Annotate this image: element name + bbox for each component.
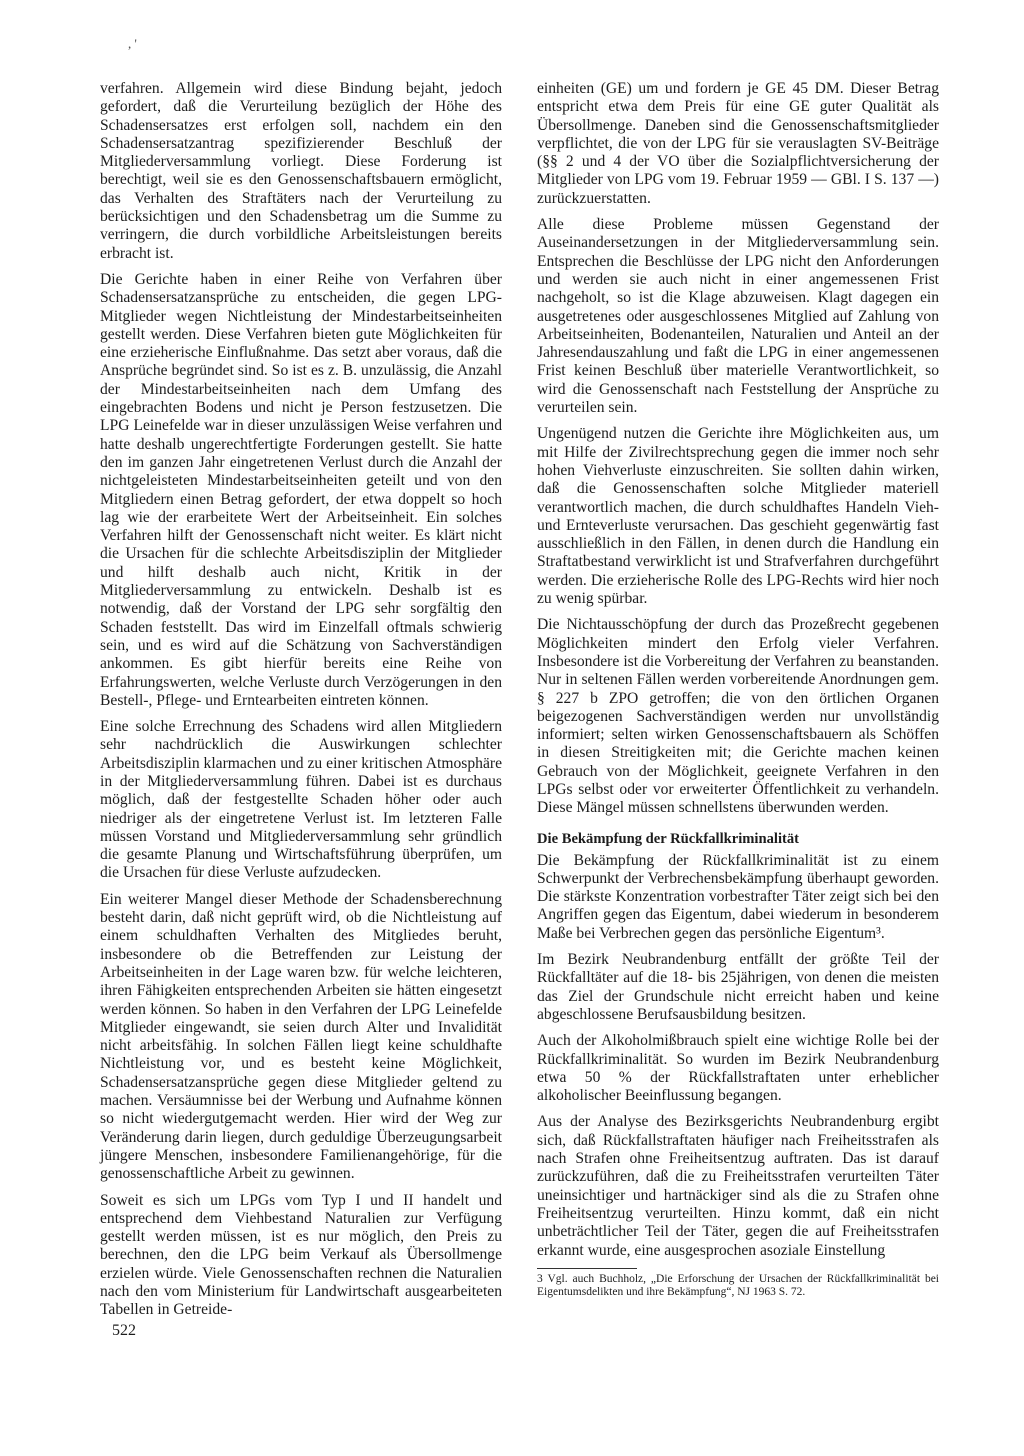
page-corner-mark: , ' bbox=[128, 36, 137, 51]
body-paragraph: Ungenügend nutzen die Gerichte ihre Möglichkeiten aus, um mit Hilfe der Zivilrechtsprechung gegen die immer noch sehr hohen Viehverluste einzuschreiten. Sie sollten dahin wirken, daß die Genossenschaften solche Mitglieder materiell verantwortlich machen, die durch schuldhaftes Handeln Vieh- und Ernteverluste verursachen. Das geschieht gegenwärtig fast ausschließlich in den Fällen, in denen durch die Handlung ein Straftatbestand verwirklicht ist und Strafverfahren durchgeführt werden. Die erzieherische Rolle des LPG-Rechts wird hier noch zu wenig spürbar. bbox=[537, 425, 939, 608]
body-paragraph: Ein weiterer Mangel dieser Methode der Schadensberechnung besteht darin, daß nicht geprüft wird, ob die Nichtleistung auf einem schuldhaften Verhalten des Mitgliedes beruht, insbesondere ob die Betreffenden zur Leistung der Arbeitseinheiten in der Lage waren bzw. für welche leichteren, ihren Fähigkeiten entsprechenden Arbeiten sie hätten eingesetzt werden können. So haben in den Verfahren der LPG Leinefelde Mitglieder eingewandt, sie seien durch Alter und Invalidität nicht arbeitsfähig. In solchen Fällen liegt keine schuldhafte Nichtleistung vor, und es besteht keine Möglichkeit, Schadensersatzansprüche gegen diese Mitglieder geltend zu machen. Versäumnisse bei der Werbung und Aufnahme können so nicht wiedergutgemacht werden. Hier wird der Weg zur Veränderung darin liegen, durch geduldige Überzeugungsarbeit jüngere Menschen, insbesondere Familienangehörige, für die genossenschaftliche Arbeit zu gewinnen. bbox=[100, 890, 502, 1183]
body-paragraph: einheiten (GE) um und fordern je GE 45 DM. Dieser Betrag entspricht etwa dem Preis für eine GE guter Qualität als Übersollmenge. Daneben sind die Genossenschaftsmitglieder verpflichtet, die von der LPG für sie verauslagten SV-Beiträge (§§ 2 und 4 der VO über die Sozialpflichtversicherung der Mitglieder von LPG vom 19. Februar 1959 — GBl. I S. 137 —) zurückzuerstatten. bbox=[537, 80, 939, 207]
footnote: 3 Vgl. auch Buchholz, „Die Erforschung der Ursachen der Rückfallkriminalität bei Eigentumsdelikten und ihre Bekämpfung“, NJ 1963 S. 72. bbox=[537, 1272, 939, 1299]
body-paragraph: verfahren. Allgemein wird diese Bindung bejaht, jedoch gefordert, daß die Verurteilung bezüglich der Höhe des Schadensersatzes erst erfolgen soll, nachdem ein den Schadensersatzantrag spezifizierender Beschluß der Mitgliederversammlung vorliegt. Diese Forderung ist berechtigt, weil sie es den Genossenschaftsbauern ermöglicht, das Verhalten des Straftäters nach der Verurteilung zu berücksichtigen und den Schadensbetrag um die Summe zu verringern, die durch vorbildliche Arbeitsleistungen bereits erbracht ist. bbox=[100, 80, 502, 262]
right-column bbox=[537, 80, 939, 1300]
body-paragraph: Im Bezirk Neubrandenburg entfällt der größte Teil der Rückfalltäter auf die 18- bis 25jährigen, von denen die meisten das Ziel der Grundschule nicht erreicht haben und keine abgeschlossene Berufsausbildung besitzen. bbox=[537, 951, 939, 1023]
body-paragraph: Die Gerichte haben in einer Reihe von Verfahren über Schadensersatzansprüche zu entscheiden, die gegen LPG-Mitglieder wegen Nichtleistung der Mindestarbeitseinheiten gestellt werden. Diese Verfahren bieten gute Möglichkeiten für eine erzieherische Einflußnahme. Das setzt aber voraus, daß die Ansprüche begründet sind. So ist es z. B. unzulässig, die Anzahl der Mindestarbeitseinheiten nach dem Umfang des eingebrachten Bodens und nicht je Person festzusetzen. Die LPG Leinefelde war in dieser unzulässigen Weise verfahren und hatte deshalb ungerechtfertigte Forderungen gestellt. Sie hatte den im ganzen Jahr eingetretenen Verlust durch die Anzahl der nichtgeleisteten Mindestarbeitseinheiten geteilt und von den Mitgliedern einen Betrag gefordert, der etwa doppelt so hoch lag wie der erarbeitete Wert der Arbeitseinheit. Ein solches Verfahren hilft der Genossenschaft nicht weiter. Es klärt nicht die Ursachen für die schlechte Arbeitsdisziplin der Mitglieder und hilft deshalb auch nicht, Kritik in der Mitgliederversammlung zu entwickeln. Deshalb ist es notwendig, daß der Vorstand der LPG sehr sorgfältig den Schaden feststellt. Das wird im Einzelfall oftmals schwierig sein, und es wird auf die Schätzung von Sachverständigen ankommen. Es gibt hierfür bereits eine Reihe von Erfahrungswerten, welche Verluste durch Verzögerungen in den Bestell-, Pflege- und Erntearbeiten eintreten können. bbox=[100, 270, 502, 709]
page-number: 522 bbox=[112, 1322, 136, 1339]
body-paragraph: Die Nichtausschöpfung der durch das Prozeßrecht gegebenen Möglichkeiten mindert den Erfolg vieler Verfahren. Insbesondere ist die Vorbereitung der Verfahren zu beanstanden. Nur in seltenen Fällen werden vorbereitende Anordnungen gem. § 227 b ZPO getroffen; die von den örtlichen Organen beigezogenen Sachverständigen werden nur unvollständig informiert; selten wirken Genossenschaftsbauern als Schöffen in diesen Streitigkeiten mit; die Gerichte machen keinen Gebrauch von der Möglichkeit, geeignete Verfahren in den LPGs selbst oder vor erweiterter Öffentlichkeit zu verhandeln. Diese Mängel müssen schnellstens überwunden werden. bbox=[537, 616, 939, 817]
left-column bbox=[100, 80, 502, 1328]
body-paragraph: Aus der Analyse des Bezirksgerichts Neubrandenburg ergibt sich, daß Rückfallstraftaten häufiger nach Freiheitsstrafen als nach Strafen ohne Freiheitsentzug auftraten. Das ist darauf zurückzuführen, daß die zu Freiheitsstrafen verurteilten Täter uneinsichtiger und hartnäckiger sind als die zu Strafen ohne Freiheitsentzug verurteilten. Hinzu kommt, daß ein nicht unbeträchtlicher Teil der Täter, gegen die auf Freiheitsstrafen erkannt wurde, eine ausgesprochen asoziale Einstellung bbox=[537, 1113, 939, 1259]
body-paragraph: Alle diese Probleme müssen Gegenstand der Auseinandersetzungen in der Mitgliederversammlung sein. Entsprechen die Beschlüsse der LPG nicht den Anforderungen und werden sie auch nicht in einer angemessenen Frist nachgeholt, so ist die Klage abzuweisen. Klagt dagegen ein ausgetretenes oder ausgeschlossenes Mitglied auf Zahlung von Arbeitseinheiten, Bodenanteilen, Naturalien und Anteil an der Jahresendauszahlung und faßt die LPG in einer angemessenen Frist keinen Beschluß über materielle Verantwortlichkeit, so wird die Genossenschaft nach Feststellung der Ansprüche zu verurteilen sein. bbox=[537, 216, 939, 417]
body-paragraph: Auch der Alkoholmißbrauch spielt eine wichtige Rolle bei der Rückfallkriminalität. So wurden im Bezirk Neubrandenburg etwa 50 % der Rückfallstraftaten unter erheblicher alkoholischer Beeinflussung begangen. bbox=[537, 1032, 939, 1105]
body-paragraph: Die Bekämpfung der Rückfallkriminalität ist zu einem Schwerpunkt der Verbrechensbekämpfung überhaupt geworden. Die stärkste Konzentration vorbestrafter Täter zeigt sich bei den Angriffen gegen das Eigentum, dabei wiederum in besonderem Maße bei Verbrechen gegen das persönliche Eigentum³. bbox=[537, 851, 939, 942]
body-paragraph: Soweit es sich um LPGs vom Typ I und II handelt und entsprechend dem Viehbestand Naturalien zur Verfügung gestellt werden müssen, ist es nur möglich, den Preis zu berechnen, den die LPG beim Verkauf als Übersollmenge erzielen würde. Viele Genossenschaften rechnen die Naturalien nach den vom Ministerium für Landwirtschaft ausgearbeiteten Tabellen in Getreide- bbox=[100, 1191, 502, 1319]
footnote-divider bbox=[537, 1268, 637, 1269]
section-heading: Die Bekämpfung der Rückfallkriminalität bbox=[537, 830, 800, 847]
body-paragraph: Eine solche Errechnung des Schadens wird allen Mitgliedern sehr nachdrücklich die Auswirkungen schlechter Arbeitsdisziplin klarmachen und zu einer kritischen Atmosphäre in der Mitgliederversammlung führen. Dabei ist es durchaus möglich, daß der festgestellte Schaden höher oder auch niedriger als der eingetretene Verlust ist. Im letzteren Falle müssen Vorstand und Mitgliederversammlung sehr gründlich die gesamte Planung und Wirtschaftsführung überprüfen, um die Ursachen für diese Verluste aufzudecken. bbox=[100, 718, 502, 882]
